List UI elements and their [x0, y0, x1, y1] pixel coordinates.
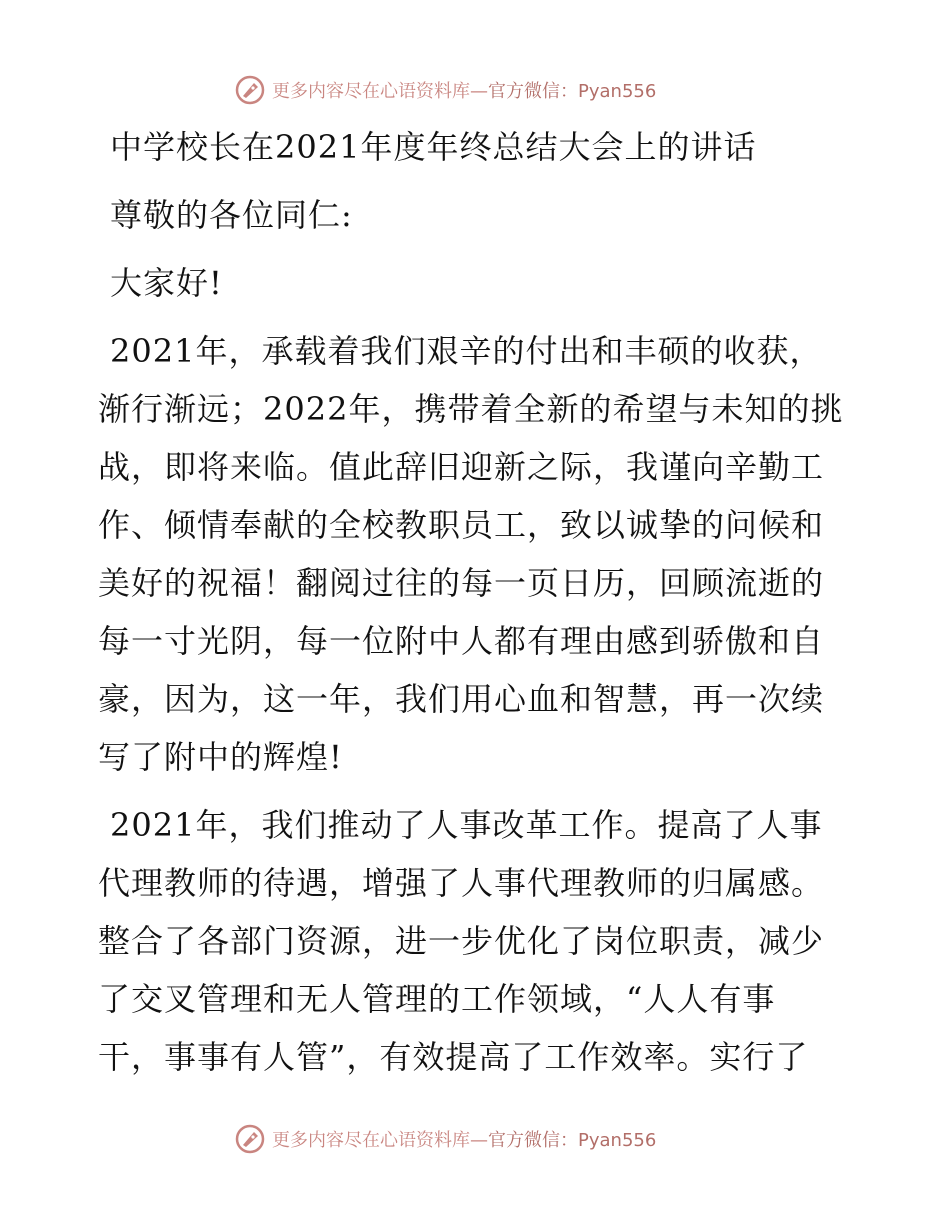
paragraph-line: 作、倾情奉献的全校教职员工，致以诚挚的问候和 — [98, 506, 825, 544]
paragraph-line: 代理教师的待遇，增强了人事代理教师的归属感。 — [98, 864, 825, 902]
paragraph-2 — [98, 796, 858, 1086]
paragraph-line: 了交叉管理和无人管理的工作领域，“人人有事 — [98, 980, 776, 1018]
paragraph-line: 战，即将来临。值此辞旧迎新之际，我谨向辛勤工 — [98, 448, 825, 486]
paragraph-line: 2021年，承载着我们艰辛的付出和丰硕的收获， — [110, 332, 823, 370]
document-body — [98, 118, 858, 1086]
salutation: 尊敬的各位同仁: — [110, 196, 353, 234]
greeting: 大家好! — [110, 264, 223, 302]
watermark-text: 更多内容尽在心语资料库—官方微信：Pyan556 — [272, 81, 657, 102]
paragraph-line: 渐行渐远；2022年，携带着全新的希望与未知的挑 — [98, 390, 844, 428]
paragraph-line: 2021年，我们推动了人事改革工作。提高了人事 — [110, 806, 823, 844]
paragraph-line: 豪，因为，这一年，我们用心血和智慧，再一次续 — [98, 680, 825, 718]
watermark-text: 更多内容尽在心语资料库—官方微信：Pyan556 — [272, 1130, 657, 1151]
document-title: 中学校长在2021年度年终总结大会上的讲话 — [110, 128, 757, 166]
watermark-banner-top — [234, 73, 656, 107]
watermark-banner-bottom — [234, 1122, 656, 1156]
paragraph-line: 写了附中的辉煌! — [98, 738, 343, 776]
paragraph-1 — [98, 322, 858, 786]
paragraph-line: 美好的祝福！翻阅过往的每一页日历，回顾流逝的 — [98, 564, 825, 602]
paragraph-line: 干，事事有人管”，有效提高了工作效率。实行了 — [98, 1038, 809, 1076]
pen-nib-logo-icon — [234, 1123, 266, 1155]
paragraph-line: 整合了各部门资源，进一步优化了岗位职责，减少 — [98, 922, 825, 960]
paragraph-line: 每一寸光阴，每一位附中人都有理由感到骄傲和自 — [98, 622, 825, 660]
pen-nib-logo-icon — [234, 74, 266, 106]
